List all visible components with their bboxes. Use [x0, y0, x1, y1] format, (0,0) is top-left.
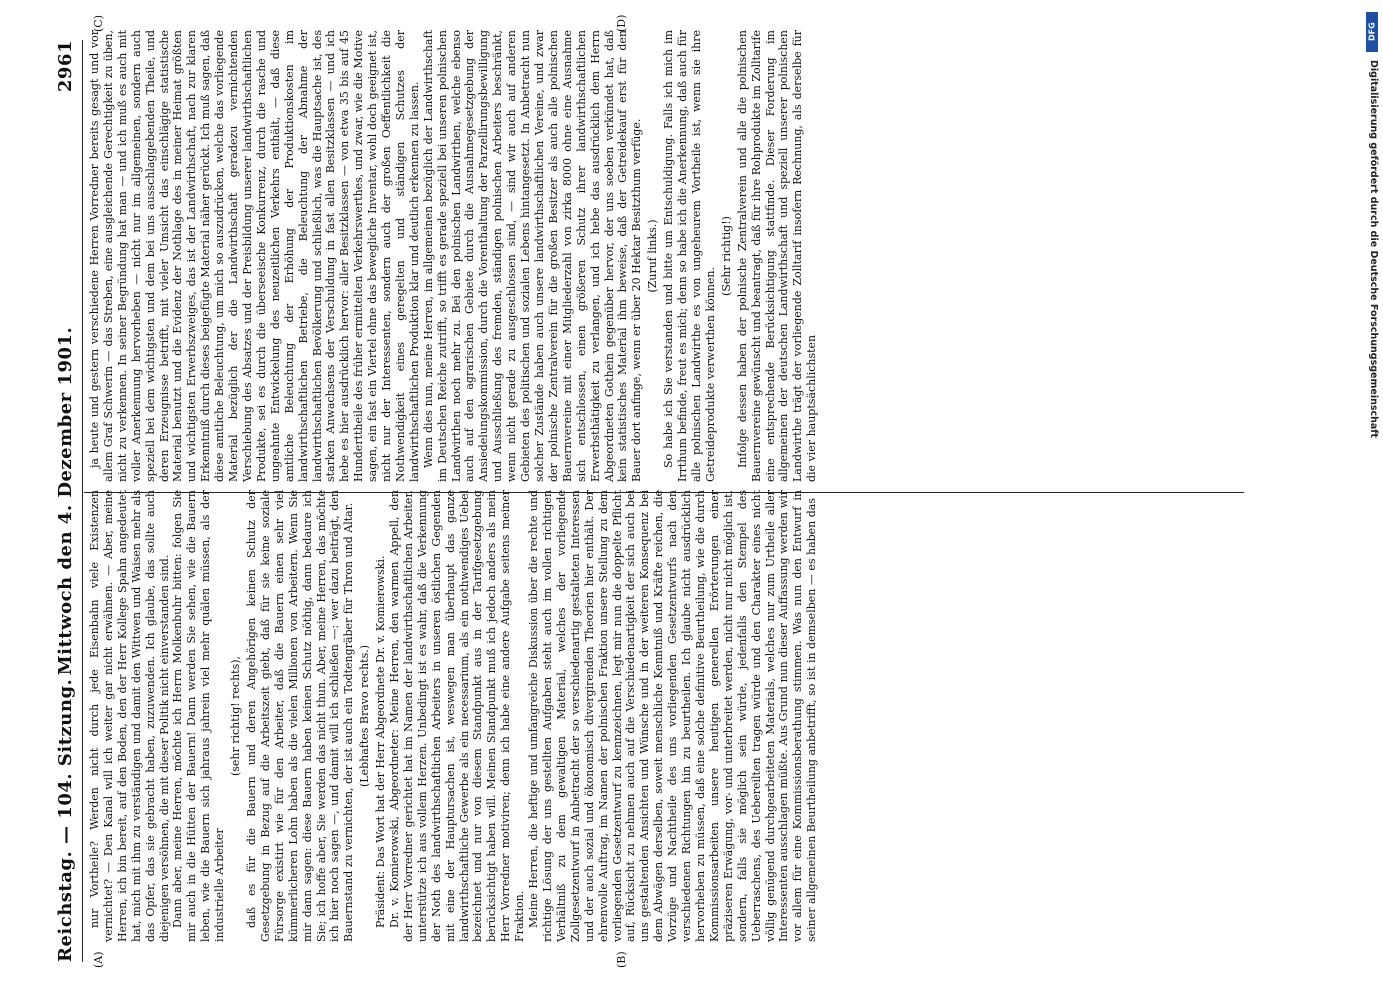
paragraph: Wenn dies nun, meine Herren, im allgemeinen bezüglich der Landwirthschaft im Deutschen Reiche zutrifft, so trifft es gerade speziell bei unseren polnischen Landwirthen noch mehr zu. Bei den polnischen Landwirthen, welche ebenso auch auf den agrarischen Gebiete durch die Ausnahmegesetzgebung der Ansiedelungskommission, durch die Vorenthaltung der Parzellirungsbewilligung und Ausschließung des fremden, ständigen polnischen Arbeiters beschränkt, wenn nicht gerade zu ausgeschlossen sind, — sind wir auch auf anderen Gebieten des politischen und sozialen Lebens hintangesetzt. In Anbetracht nun solcher Zustände haben auch unsere landwirthschaftlichen Vereine, und zwar der polnische Zentralverein für die großen Besitzer als auch alle polnischen Bauernvereine mit einer Mitgliederzahl von zirka 8000 ohne eine Ausnahme sich entschlossen, einen größeren Schutz ihrer landwirthschaftlichen Erwerbsthätigkeit zu verlangen, und ich hebe das ausdrücklich dem Herrn Abgeordneten Gothein gegenüber hervor, der uns soeben verkündet hat, daß kein statistisches Material ihm beweise, daß der Getreidekauf erst für den Bauer dort anfinge, wenn er über 20 Hektar Besitzthum verfüge. [421, 30, 644, 482]
page-number: 2961 [55, 40, 76, 93]
speaker-paragraph: Dr. v. Komierowski, Abgeordneter: Meine Herren, den warmen Appell, den der Herr Vorredner gerichtet hat im Namen der landwirthschaftlichen Arbeiter, unterstütze ich aus vollem Herzen. Unbedingt ist es wahr, daß die Verkennung der Noth des landwirthschaftlichen Arbeiters in unseren östlichen Gegenden mit eine der Hauptursachen ist, weswegen man überhaupt das ganze landwirthschaftliche Gewerbe als ein necessarium, als ein nothwendiges Uebel bezeichnet und nur von diesem Standpunkt aus in der Tarifgesetzgebung berücksichtigt haben will. Meinen Standpunkt muß ich jedoch anders als mein Herr Vorredner motiviren; denn ich habe eine andere Aufgabe seitens meiner Fraktion. [388, 490, 527, 942]
paragraph: Dann aber, meine Herren, möchte ich Herrn Molkenbuhr bitten: folgen Sie mir auch in die Hütten der Bauern! Dann werden Sie sehen, wie die Bauern leben, wie die Bauern sich jahraus jahrein viel mehr quälen müssen, als der industrielle Arbeiter [171, 490, 227, 942]
header-date: Mittwoch den 4. Dezember 1901. [55, 326, 76, 676]
dfg-credit-text: Digitalisierung gefördert durch die Deutsche Forschungsgemeinschaft [1368, 60, 1379, 438]
paragraph: nur Vortheile? Werden nicht durch jede Eisenbahn viele Existenzen vernichtet? — Den Kanal will ich weiter gar nicht erwähnen. — Aber, meine Herren, ich bin bereit, auf den Boden, den der Herr Kollege Spahn angedeutet hat, mich mit ihm zu verständigen und damit den Wittwen und Waisen mehr als das Opfer, das sie gebracht haben, zuzuwenden. Ich glaube, das sollte auch diejenigen versöhnen, die mit dieser Politik nicht einverstanden sind. [88, 490, 171, 942]
paragraph: Meine Herren, die heftige und umfangreiche Diskussion über die rechte und richtige Lösung der uns gestellten Aufgaben steht auch im vollen richtigen Verhältniß zu dem gewaltigen Material, welches der vorliegende Zollgesetzentwurf in Anbetracht der so verschiedenartig gestalteten Interessen und der auch sozial und ökonomisch divergirenden Theorien hier enthält. Der ehrenvolle Auftrag, im Namen der polnischen Fraktion unsere Stellung zu dem vorliegenden Gesetzentwurf zu kennzeichnen, legt mir nun die doppelte Pflicht auf, Rücksicht zu nehmen auch auf die Verschiedenartigkeit der sich auch bei uns gestaltenden Ansichten und Wünsche und in der weiteren Konsequenz bei dem Abwägen derselben, soweit menschliche Kenntniß und Kräfte reichen, die Vorzüge und Nachtheile des uns vorliegenden Gesetzentwurfs nach den verschiedenen Richtungen hin zu beurtheilen. Ich glaube nicht ausdrücklich hervorheben zu müssen, daß eine solche definitive Beurtheilung, wie die durch Kommissionsarbeiten unsere heutigen generellen Erörterungen einer präziseren Erwägung, vor- und unterbreitet werden, nicht nur nicht möglich ist, sondern, falls sie möglich sein würde, jedenfalls den Stempel des Ueberraschens, des Uebereilten tragen würde und den Charakter eines nicht völlig genügend durchgearbeiteten Materials, welches nur zum Urtheile aller Interessenten ausschlagen müßte. Aus Grund nun dieser Auffassung werden wir vor allem für eine Kommissionsberathung stimmen. Was nun den Entwurf in seiner allgemeinen Beurtheilung anbetrifft, so ist in demselben — es haben das [527, 490, 819, 942]
margin-marker-a: (A) [92, 951, 105, 968]
paragraph: Infolge dessen haben der polnische Zentralverein und alle die polnischen Bauernvereine gewünscht und beantragt, daß für ihre Rohprodukte im Zolltarife eine entsprechende Berücksichtigung stattfinde. Dieser Forderung im allgemeinen der deutschen Landwirthschaft und speziell unserer polnischen Landwirthe trägt der vorliegende Zolltarif insofern Rechnung, als derselbe für die vier hauptsächlichsten [735, 30, 819, 482]
dfg-logo: DFG [1366, 12, 1378, 52]
column-divider [84, 492, 1244, 493]
paragraph: So habe ich Sie verstanden und bitte um Entschuldigung. Falls ich mich im Irrthum befinde, freut es mich; denn so habe ich die Anerkennung, daß auch für alle polnischen Landwirthe es von ungeheurem Vortheile ist, wenn sie ihre Getreideprodukte verwerthen können. [662, 30, 717, 482]
page-header [48, 40, 83, 962]
margin-marker-c: (C) [92, 15, 105, 32]
interjection: (Zuruf links.) [646, 219, 660, 293]
header-session: Reichstag. — 104. Sitzung. [55, 678, 76, 962]
paragraph: ja heute und gestern verschiedene Herren Vorredner bereits gesagt und vor allem Graf Schwerin — das Streben, eine ausgleichende Gerechtigkeit zu üben, nicht zu verkennen. In seiner Begründung hat man — und ich muß es auch mit voller Anerkennung hervorheben — nicht nur im allgemeinen, sondern auch speziell bei dem wichtigsten und dem bei uns ausschlaggebenden Theile, und deren Erzeugnisse betrifft, mit vieler Umsicht das einschlägige statistische Material benutzt und die Evidenz der Nothlage des in meiner Heimat größten und wichtigsten Erwerbszweiges, das ist der Landwirthschaft, nach zur klaren Erkenntniß durch dieses beigefügte Material näher gerückt. Ich muß sagen, daß diese amtliche Beleuchtung, um mich so auszudrücken, welche das vorliegende Material bezüglich der die Landwirthschaft geradezu vernichtenden Verschiebung des Absatzes und der Preisbildung unserer landwirthschaftlichen Produkte, sei es durch die überseeische Konkurrenz, durch die rasche und ungeahnte Entwickelung des neuzeitlichen Verkehrs enthält, — daß diese amtliche Beleuchtung der Erhöhung der Produktionskosten im landwirthschaftlichen Betriebe, die Beleuchtung der Abnahme der landwirthschaftlichen Bevölkerung und schließlich, was die Hauptsache ist, des starken Anwachsens der Verschuldung in fast allen Besitzklassen — und ich hebe es hier ausdrücklich hervor: aller Besitzklassen — von etwa 35 bis auf 45 Hunderttheile des früher ermittelten Verkehrswerthes, und zwar, wie die Motive sagen, ein fast ein Viertel ohne das bewegliche Inventar, wohl doch geeignet ist, nicht nur der Interessenten, sondern auch der großen Oeffentlichkeit die Nothwendigkeit eines geregelten und ständigen Schutzes der landwirthschaftlichen Produktion klar und deutlich erkennen zu lassen. [88, 30, 421, 482]
paragraph: daß es für die Bauern und deren Angehörigen keinen Schutz der Gesetzgebung in Bezug auf die Arbeitszeit giebt, daß für sie keine soziale Fürsorge existirt wie für den Arbeiter, daß die Bauern einen sehr viel kümmerlicheren Lohn haben als die vielen Millionen von Arbeitern. Wenn Sie mir dann sagen: diese Bauern haben keinen Schutz nöthig, dann bedaure ich Sie; ich hoffe aber, Sie werden das nicht thun. Aber, meine Herren, das möchte ich hier noch sagen —, und damit will ich schließen —: wer dazu beiträgt, den Bauernstand zu vernichten, der ist auch ein Todtengräber für Thron und Altar. [244, 490, 356, 942]
margin-marker-d: (D) [615, 14, 628, 32]
margin-marker-b: (B) [615, 951, 628, 968]
interjection: (Sehr richtig!) [719, 216, 733, 296]
dfg-credit-strip [1365, 8, 1379, 994]
right-column [88, 30, 819, 482]
interjection: (Lebhaftes Bravo rechts.) [358, 644, 372, 788]
left-column [88, 490, 819, 942]
interjection: (sehr richtig! rechts), [229, 655, 243, 777]
speaker-paragraph: Präsident: Das Wort hat der Herr Abgeordnete Dr. v. Komierowski. [374, 555, 388, 928]
